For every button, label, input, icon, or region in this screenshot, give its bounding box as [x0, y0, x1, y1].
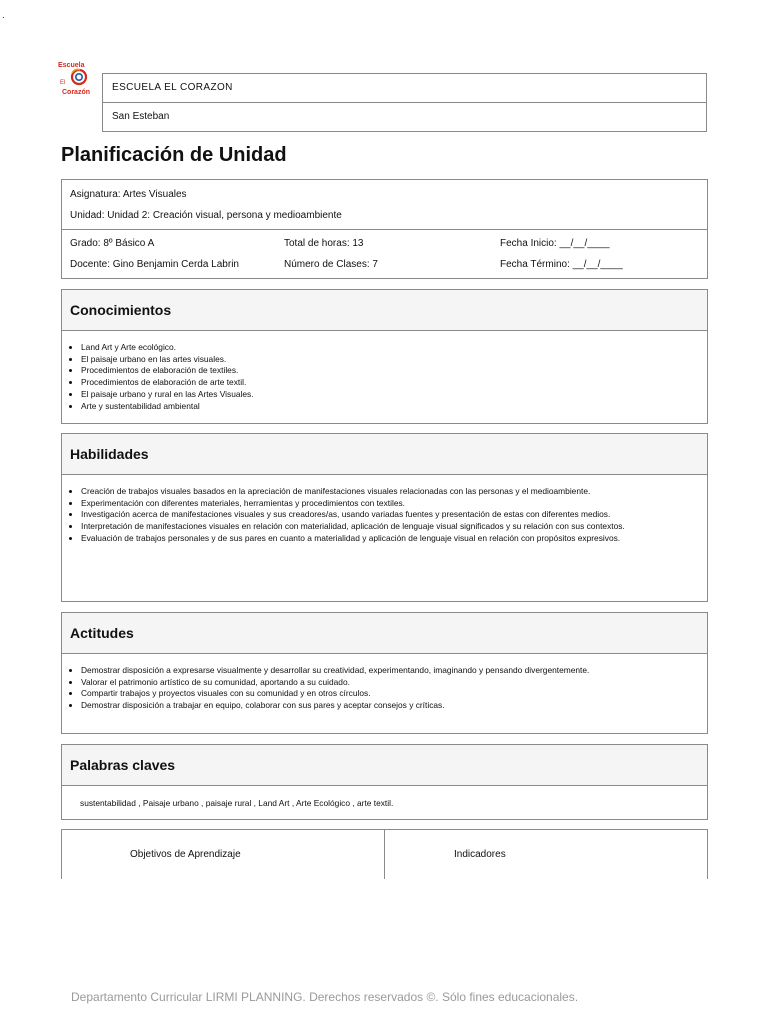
habilidades-list — [62, 475, 707, 545]
unit-info-box — [61, 179, 708, 279]
actitudes-section — [61, 612, 708, 734]
conocimientos-section — [61, 289, 708, 424]
total-horas: Total de horas: 13 — [284, 238, 364, 249]
palabras-claves-text: sustentabilidad , Paisaje urbano , paisaje rural , Land Art , Arte Ecológico , arte textil. — [80, 798, 394, 808]
objetivos-header: Objetivos de Aprendizaje — [130, 849, 241, 860]
list-item: • Arte y sustentabilidad ambiental — [81, 401, 707, 413]
unidad: Unidad: Unidad 2: Creación visual, persona y medioambiente — [70, 210, 342, 221]
list-item: • Compartir trabajos y proyectos visuales con su comunidad y en otros círculos. — [81, 688, 707, 700]
logo-line-3: Corazón — [62, 89, 90, 96]
conocimientos-title: Conocimientos — [62, 290, 707, 331]
list-item: • Land Art y Arte ecológico. — [81, 342, 707, 354]
list-item: • Procedimientos de elaboración de arte textil. — [81, 377, 707, 389]
grado: Grado: 8º Básico A — [70, 238, 155, 249]
list-item: • Investigación acerca de manifestaciones visuales y sus creadores/as, usando variadas fuentes y presentación de estas con diferentes medios. — [81, 509, 707, 521]
school-logo — [56, 62, 100, 102]
school-name: ESCUELA EL CORAZON — [112, 82, 233, 93]
logo-line-2: El — [60, 80, 66, 86]
habilidades-title: Habilidades — [62, 434, 707, 475]
habilidades-section — [61, 433, 708, 602]
fecha-inicio: Fecha Inicio: __/__/____ — [500, 238, 610, 249]
indicadores-header: Indicadores — [454, 849, 506, 860]
list-item: • Evaluación de trabajos personales y de sus pares en cuanto a materialidad y aplicación de lenguaje visual en relación con propósitos expresivos. — [81, 533, 707, 545]
objetivos-table-header — [61, 829, 708, 879]
docente: Docente: Gino Benjamin Cerda Labrin — [70, 259, 239, 270]
logo-heart-icon — [69, 67, 89, 87]
palabras-claves-section — [61, 744, 708, 820]
list-item: • Demostrar disposición a expresarse visualmente y desarrollar su creatividad, experimentando, imaginando y pensando divergentemente. — [81, 665, 707, 677]
fecha-termino: Fecha Término: __/__/____ — [500, 259, 623, 270]
actitudes-title: Actitudes — [62, 613, 707, 654]
conocimientos-list — [62, 331, 707, 412]
list-item: • El paisaje urbano y rural en las Artes Visuales. — [81, 389, 707, 401]
list-item: • Interpretación de manifestaciones visuales en relación con materialidad, aplicación de lenguaje visual significados y su relación con sus contextos. — [81, 521, 707, 533]
page-footer: Departamento Curricular LIRMI PLANNING. Derechos reservados ©. Sólo fines educacionales. — [71, 990, 579, 1004]
list-item: • Creación de trabajos visuales basados en la apreciación de manifestaciones visuales relacionadas con las personas y el medioambiente. — [81, 486, 707, 498]
list-item: • Experimentación con diferentes materiales, herramientas y procedimientos con textiles. — [81, 498, 707, 510]
list-item: • Valorar el patrimonio artístico de su comunidad, aportando a su cuidado. — [81, 677, 707, 689]
logo-line-1: Escuela — [58, 62, 85, 69]
school-location: San Esteban — [103, 102, 706, 131]
top-mark: . — [2, 10, 5, 21]
actitudes-list — [62, 654, 707, 712]
asignatura: Asignatura: Artes Visuales — [70, 189, 187, 200]
palabras-claves-title: Palabras claves — [62, 745, 707, 786]
unit-info-top — [62, 180, 707, 230]
list-item: • El paisaje urbano en las artes visuales. — [81, 354, 707, 366]
list-item: • Procedimientos de elaboración de textiles. — [81, 365, 707, 377]
school-header-box — [102, 73, 707, 132]
numero-clases: Número de Clases: 7 — [284, 259, 378, 270]
page-title: Planificación de Unidad — [61, 144, 287, 166]
list-item: • Demostrar disposición a trabajar en equipo, colaborar con sus pares y aceptar consejos y críticas. — [81, 700, 707, 712]
